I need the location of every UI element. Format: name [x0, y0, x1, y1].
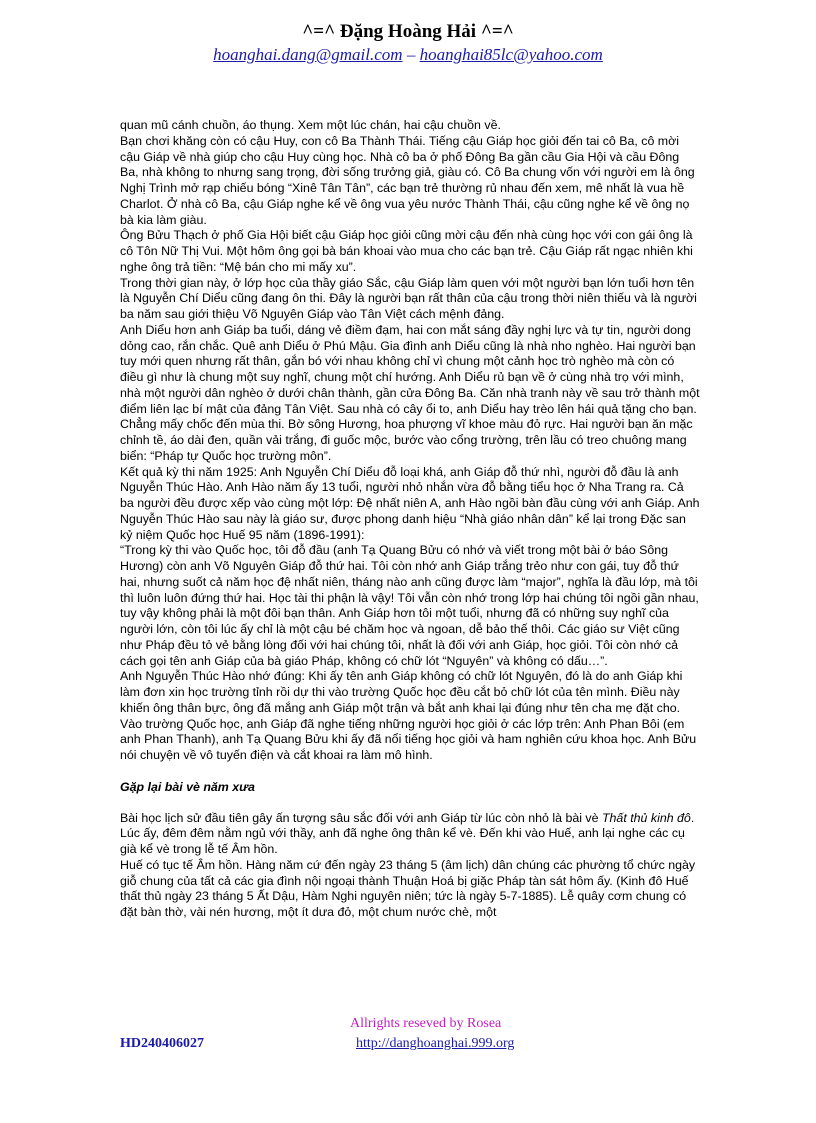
author-title: ^=^ Đặng Hoàng Hải ^=^ — [302, 21, 514, 42]
paragraph: Anh Nguyễn Thúc Hào nhớ đúng: Khi ấy tên anh Giáp không có chữ lót Nguyên, đó là do anh Giáp khi làm đơn xin học trường tỉnh rồi dự thi vào trường Quốc học đều cắt bỏ chữ lót của tên mình. Điều này khiến ông thân bực, ông đã mắng anh Giáp một trận và bắt anh khai lại đúng như tên cha mẹ đặt cho. — [120, 669, 683, 715]
page-header — [0, 20, 816, 66]
paragraph: Ông Bửu Thạch ở phố Gia Hội biết cậu Giáp học giỏi cũng mời cậu đến nhà cùng học với con gái ông là cô Tôn Nữ Thị Vui. Một hôm ông gọi bà bán khoai vào mua cho các bạn trẻ. Cậu Giáp rất ngạc nhiên khi nghe ông trả tiền: “Mệ bán cho mi mấy xu”. — [120, 228, 693, 274]
contact-line — [0, 44, 816, 66]
paragraph: Trong thời gian này, ở lớp học của thầy giáo Sắc, cậu Giáp làm quen với một người bạn lớn tuổi hơn tên là Nguyễn Chí Diểu cũng đang ôn thi. Đây là người bạn rất thân của cậu trong thời niên thiếu và là người ba năm sau giới thiệu Võ Nguyên Giáp vào Tân Việt cách mệnh đảng. — [120, 275, 697, 321]
document-id: HD240406027 — [120, 1036, 204, 1051]
paragraph: Vào trường Quốc học, anh Giáp đã nghe tiếng những người học giỏi ở các lớp trên: Anh Phan Bôi (em anh Phan Thanh), anh Tạ Quang Bửu khi ấy đã nổi tiếng học giỏi và ham nghiên cứu khoa học. Anh Bửu nói chuyện về vô tuyến điện và cắt khoai ra làm mô hình. — [120, 716, 697, 762]
paragraph: Kết quả kỳ thi năm 1925: Anh Nguyễn Chí Diểu đỗ loại khá, anh Giáp đỗ thứ nhì, người đỗ đầu là anh Nguyễn Thúc Hào. Anh Hào năm ấy 13 tuổi, người nhỏ nhắn vừa đỗ bằng tiểu học ở Nha Trang ra. Cả ba người đều được xếp vào cùng một lớp: Đệ nhất niên A, anh Hào ngồi bàn đầu cùng với anh Giáp. Anh Nguyễn Thúc Hào sau này là giáo sư, được phong danh hiệu “Nhà giáo nhân dân” kể lại trong Đặc san kỷ niệm Quốc học Huế 95 năm (1896-1991): — [120, 464, 700, 542]
paragraph: Bạn chơi khăng còn có cậu Huy, con cô Ba Thành Thái. Tiếng cậu Giáp học giỏi đến tai cô Ba, cô mời cậu Giáp về nhà giúp cho cậu Huy cùng học. Nhà cô ba ở phố Đông Ba gần cầu Gia Hội và cầu Đông Ba, nhà không to nhưng sang trọng, đời sống trưởng giả, giàu có. Cô Ba chung vốn với người em là ông Nghị Trình mở rạp chiếu bóng “Xinê Tân Tân”, các bạn trẻ thường rủ nhau đến xem, mê nhất là vua hề Charlot. Ở nhà cô Ba, cậu Giáp nghe kể về ông vua yêu nước Thành Thái, cậu cũng nghe kể về ông nọ bà kia làm giàu. — [120, 133, 695, 227]
document-body — [120, 118, 700, 921]
paragraph-text: Bài học lịch sử đầu tiên gây ấn tượng sâu sắc đối với anh Giáp từ lúc còn nhỏ là bài vè — [120, 810, 602, 825]
email-link-yahoo[interactable]: hoanghai85lc@yahoo.com — [419, 45, 603, 64]
email-link-gmail[interactable]: hoanghai.dang@gmail.com — [213, 45, 403, 64]
paragraph: Huế có tục tế Âm hồn. Hàng năm cứ đến ngày 23 tháng 5 (âm lịch) dân chúng các phường tổ chức ngày giỗ chung của tất cả các gia đình nội ngoại thành Thuận Hoá bị giặc Pháp tàn sát hôm ấy. (Kinh đô Huế thất thủ ngày 23 tháng 5 Ất Dậu, Hàm Nghi nguyên niên; tức là ngày 5-7-1885). Lễ quây cơm chung có đặt bàn thờ, vài nén hương, một ít dưa đỏ, một chum nước chè, một — [120, 857, 696, 919]
paragraph: “Trong kỳ thi vào Quốc học, tôi đỗ đầu (anh Tạ Quang Bửu có nhớ và viết trong một bài ở báo Sông Hương) còn anh Võ Nguyên Giáp đỗ thứ hai. Tôi còn nhớ anh Giáp trắng trẻo như con gái, tuy đỗ thứ hai, nhưng suốt cả năm học đệ nhất niên, tháng nào anh cũng được làm “major”, nghĩa là đầu lớp, mà tôi thì luôn luôn đứng thứ hai. Học tài thi phận là vậy! Tôi vẫn còn nhớ trong lớp hai chúng tôi ngồi gần nhau, tuy vậy không phải là một đôi bạn thân. Anh Giáp hơn tôi một tuổi, nhưng đã có những suy nghĩ của người lớn, còn tôi lúc ấy chỉ là một cậu bé chăm học và ngoan, dễ bảo thế thôi. Các giáo sư Việt cũng như Pháp đều tỏ vẻ bằng lòng đối với hai chúng tôi, nhất là đối với anh Giáp, học giỏi. Tôi còn nhớ cả cách gọi tên anh Giáp của bà giáo Pháp, không có chữ lót “Nguyên” và không có dấu…”. — [120, 543, 699, 668]
poem-title: Thất thủ kinh đô — [601, 810, 691, 825]
email-separator: – — [402, 45, 420, 64]
section-heading: Gặp lại bài vè năm xưa — [120, 779, 255, 794]
paragraph: Anh Diểu hơn anh Giáp ba tuổi, dáng vẻ điềm đạm, hai con mắt sáng đầy nghị lực và tự tin, người dong dỏng cao, rắn chắc. Quê anh Diểu ở Phú Mậu. Gia đình anh Diểu cũng là nhà nho nghèo. Hai người bạn tuy mới quen nhưng rất thân, gắn bó với nhau không chỉ vì chung một cảnh học trò nghèo mà còn có điều gì như là chung một suy nghĩ, chung một chí hướng. Anh Diểu rủ bạn về ở cùng nhà trọ với mình, nhà một người dân nghèo ở dưới chân thành, gần cửa Đông Ba. Căn nhà tranh này về sau trở thành một điểm liên lạc bí mật của đảng Tân Việt. Sau nhà có cây ổi to, anh Diểu hay trèo lên hái quả tặng cho bạn. — [120, 322, 700, 416]
paragraph: Chẳng mấy chốc đến mùa thi. Bờ sông Hương, hoa phượng vĩ khoe màu đỏ rực. Hai người bạn ăn mặc chỉnh tề, áo dài đen, quần vải trắng, đi guốc mộc, bước vào cổng trường, trên lầu có treo chuông mang biển: “Pháp tự Quốc học trường môn”. — [120, 417, 693, 463]
website-link[interactable]: http://danghoanghai.999.org — [356, 1036, 515, 1051]
paragraph: quan mũ cánh chuồn, áo thụng. Xem một lúc chán, hai cậu chuồn về. — [120, 118, 501, 132]
copyright-notice: Allrights reseved by Rosea — [350, 1016, 502, 1031]
paragraph — [120, 811, 700, 858]
paragraph-text: . Lúc ấy, đêm đêm nằm ngủ với thầy, anh đã nghe ông thân kể vè. Đến khi vào Huế, anh lại nghe các cụ già kể vè trong lễ tế Âm hồn. — [120, 810, 695, 856]
